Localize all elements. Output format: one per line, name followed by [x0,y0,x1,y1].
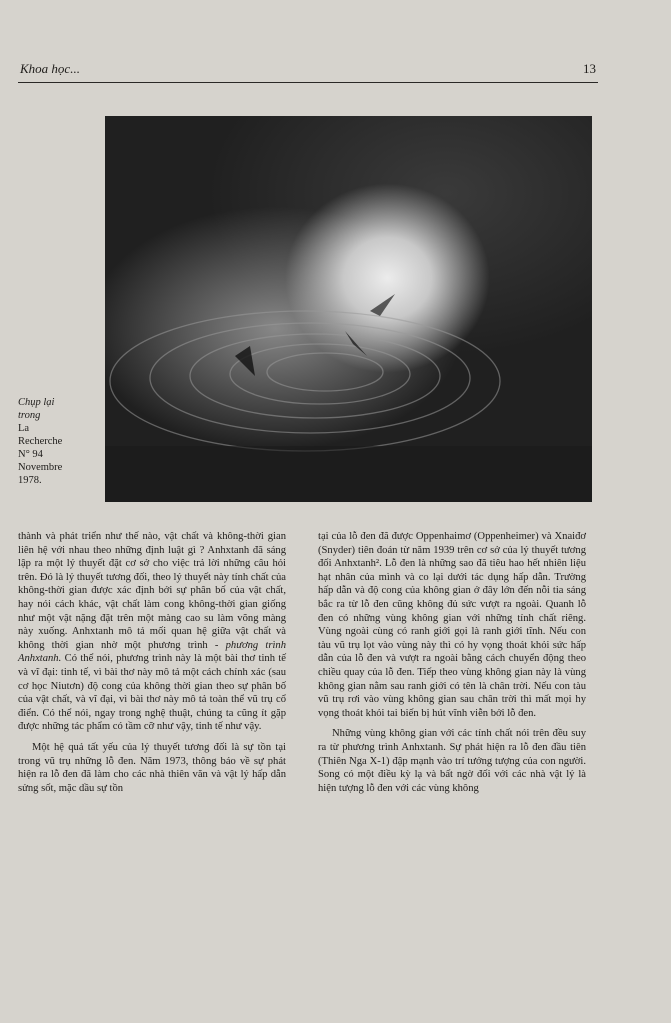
left-column [18,530,286,795]
running-header [18,58,598,83]
section-title: Khoa học... [20,61,80,76]
paragraph: tại của lỗ đen đã được Oppenhaimơ (Oppenheimer) và Xnaiđơ (Snyder) tiên đoán từ năm 1939 trên cơ sở của lý thuyết tương đối Anhxtanh². Lỗ đen là những sao đã tiêu hao hết nhiên liệu hạt nhân của mình và co lại dưới tác dụng hấp dẫn. Trường hấp dẫn và độ cong của không gian ở đây lớn đến nỗi tia sáng bắc ra từ lỗ đen cũng không đủ sức vượt ra ngoài. Quanh lỗ đen có những vùng không gian với những tính chất riêng. Vùng ngoài cùng có ranh giới gọi là ranh giới tĩnh. Nếu con tàu vũ trụ lọt vào vùng này thì có hy vọng thoát khỏi sức hấp dẫn của lỗ đen và vượt ra ngoài bằng cách chuyển động theo chiều quay của lỗ đen. Tiếp theo vùng không gian này là vùng không gian nằm sau ranh giới có tên là chân trời. Nếu con tàu vũ trụ rơi vào vùng không gian sau chân trời thì mất mọi hy vọng thoát khỏi tai biến bị hút vĩnh viễn bởi lỗ đen. [318,531,586,719]
caption-line: Chụp lại [18,397,55,408]
caption-line: N° 94 [18,449,43,460]
photo-caption [18,396,102,487]
caption-line: La [18,423,30,434]
equation-name: phương trình Anhxtanh. [18,639,286,665]
caption-line: Novembre [18,462,63,473]
page-number: 13 [583,61,596,76]
caption-line: 1978. [18,475,42,486]
caption-line: trong [18,410,41,421]
paragraph: Một hệ quả tất yếu của lý thuyết tương đối là sự tồn tại trong vũ trụ những lỗ đen. Năm 1973, thông báo về sự phát hiện ra lỗ đen đã làm cho các nhà thiên văn và vật lý hấp dẫn sửng sốt, mặc dầu sự tồn [18,741,286,794]
black-hole-photograph [105,116,592,502]
paragraph [18,530,286,734]
photo-texture-icon [105,116,592,502]
text-run: thành và phát triển như thế nào, vật chất và không-thời gian liên hệ với nhau theo những định luật gì ? Anhxtanh đã sáng lập ra một lý thuyết đặt cơ sở cho việc trả lời những câu hỏi trên. Đó là lý thuyết tương đối, theo lý thuyết này tính chất của không-thời gian được xác định bởi sự phân bố của vật chất, hay nói cách khác, vật chất làm cong không-thời gian giống như một vật nặng đặt trên một màng cao su làm võng màng này xuống. Anhxtanh mô tả mối quan hệ giữa vật chất và không thời gian nhờ một phương trình - [18,531,286,651]
caption-line: Recherche [18,436,63,447]
paragraph: Những vùng không gian với các tính chất nói trên đều suy ra từ phương trình Anhxtanh. Sự phát hiện ra lỗ đen đầu tiên (Thiên Nga X-1) đập mạnh vào trí tưởng tượng của con người. Song có một điều kỳ lạ và bất ngờ đối với các nhà vật lý là hiện tượng lỗ đen với các vùng không [318,728,586,794]
text-run: Có thể nói, phương trình này là một bài thơ tinh tế và vĩ đại: tinh tế, vì bài thơ này mô tả một cách chính xác (sau cơ học Niutơn) độ cong của không thời gian theo sự phân bố của vật chất, và vĩ đại, vì bài thơ này mô tả toàn thể vũ trụ cổ điển. Có thể nói, ngay trong nghệ thuật, chúng ta cũng ít gặp được những tác phẩm có tầm cỡ như vậy, tinh tế như vậy. [18,653,286,733]
right-column [318,530,586,795]
